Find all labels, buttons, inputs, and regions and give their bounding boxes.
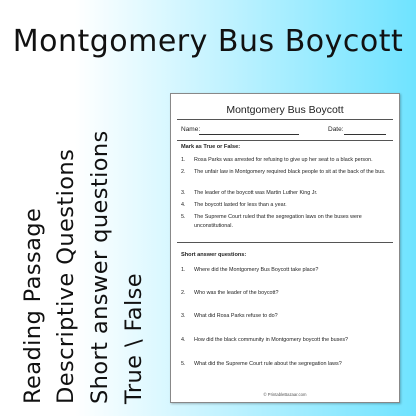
item-number: 3.: [181, 313, 186, 319]
item-number: 5.: [181, 361, 186, 367]
item-text: Who was the leader of the boycott?: [194, 290, 279, 296]
date-label: Date:: [328, 126, 344, 133]
item-number: 3.: [181, 190, 186, 196]
item-text: Rosa Parks was arrested for refusing to give up her seat to a black person.: [194, 157, 373, 163]
item-text: What did the Supreme Court rule about the segregation laws?: [194, 361, 342, 367]
page-title: Montgomery Bus Boycott: [12, 24, 404, 59]
footer-credit: © PrintableBazaar.com: [263, 392, 307, 397]
side-label-descriptive-questions: Descriptive Questions: [53, 148, 79, 404]
item-text: The boycott lasted for less than a year.: [194, 202, 287, 208]
side-label-short-answer: Short answer questions: [87, 130, 113, 404]
item-text: The Supreme Court ruled that the segregation laws on the buses were unconstitutional.: [194, 214, 362, 229]
item-text: The unfair law in Montgomery required black people to sit at the back of the bus.: [194, 169, 386, 175]
item-number: 2.: [181, 169, 186, 175]
item-number: 1.: [181, 157, 186, 163]
item-text: Where did the Montgomery Bus Boycott take place?: [194, 267, 319, 273]
item-text: The leader of the boycott was Martin Luther King Jr.: [194, 190, 318, 196]
short-answer-heading: Short answer questions:: [181, 252, 247, 258]
item-number: 1.: [181, 267, 186, 273]
section-divider: [177, 242, 393, 243]
item-number: 4.: [181, 337, 186, 343]
worksheet-title: Montgomery Bus Boycott: [226, 104, 344, 116]
name-blank-line: [199, 134, 299, 135]
item-number: 4.: [181, 202, 186, 208]
date-blank-line: [344, 134, 386, 135]
side-label-reading-passage: Reading Passage: [20, 207, 46, 404]
header-divider: [177, 140, 393, 141]
item-number: 5.: [181, 214, 186, 220]
true-false-heading: Mark as True or False:: [181, 144, 241, 150]
title-divider: [177, 119, 393, 120]
item-number: 2.: [181, 290, 186, 296]
side-label-true-false: True \ False: [121, 273, 147, 404]
name-label: Name:: [181, 126, 201, 133]
item-text: What did Rosa Parks refuse to do?: [194, 313, 278, 319]
worksheet-preview: [170, 93, 400, 403]
item-text: How did the black community in Montgomery boycott the buses?: [194, 337, 349, 343]
